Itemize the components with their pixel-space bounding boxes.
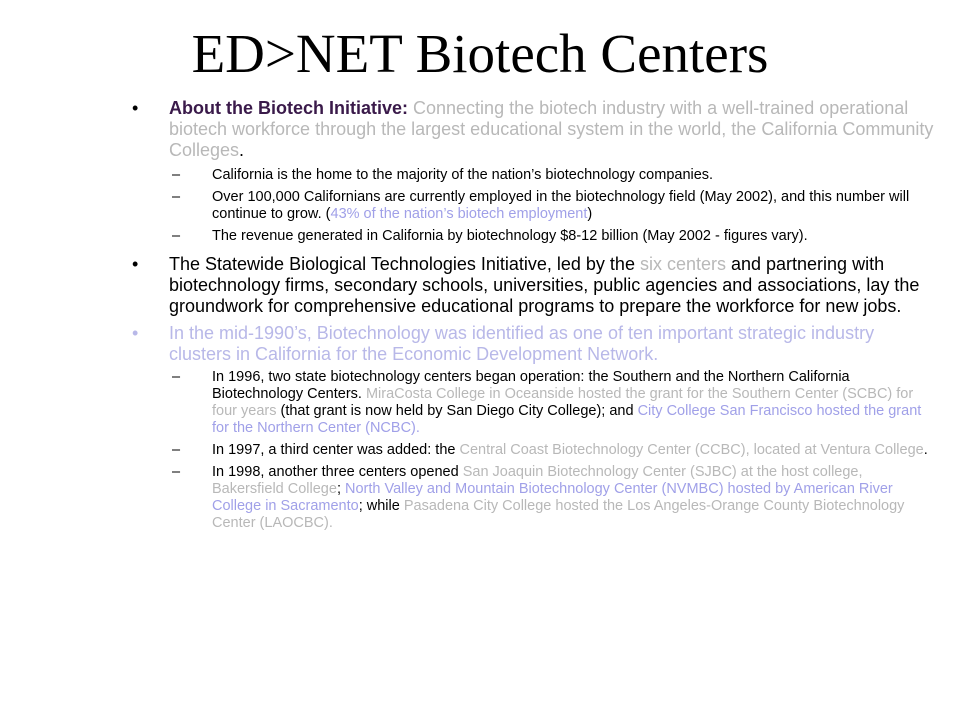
bullet-marker: • [132,254,139,274]
sub-bullet-employment [128,189,938,223]
sub-marker: – [172,464,181,480]
sjbc-link: San Joaquin Biotechnology Center (SJBC) at the host college, Bakersfield College [212,464,863,497]
bullet-marker: • [132,98,139,118]
miracosta-link: MiraCosta College in Oceanside hosted the grant for the Southern Center (SCBC) for four years [212,386,914,419]
bullet-marker: • [132,323,139,343]
slide-body [128,98,938,537]
text-1996-start: In 1996, two state biotechnology centers began operation: the Southern and the Northern California Biotechnology Centers. [212,369,850,402]
statewide-text-start: The Statewide Biological Technologies Initiative, led by the [169,254,640,274]
bullet-text [169,98,933,160]
sub-marker: – [172,369,181,385]
sub-bullet-companies [128,167,938,184]
statewide-text-end: and partnering with biotechnology firms, secondary schools, universities, public agencies and associations, lay the groundwork for comprehensive educational programs to prepare the workforce for new jobs. [169,254,920,316]
sub-text [212,464,904,531]
employment-text: Over 100,000 Californians are currently employed in the biotechnology field (May 2002), and this number will continue to grow. ( [212,189,910,222]
initiative-heading: About the Biotech Initiative: [169,98,409,118]
text-1996-middle: (that grant is now held by San Diego City College); and [276,403,638,419]
ccbc-link: Central Coast Biotechnology Center (CCBC), located at Ventura College [459,442,924,458]
laocbc-link: Pasadena City College hosted the Los Angeles-Orange County Biotechnology Center (LAOCBC). [212,498,905,531]
sub-bullet-1997 [128,442,938,459]
sub-text: California is the home to the majority of the nation’s biotechnology companies. [212,167,714,183]
sub-text [212,369,921,436]
sub-bullet-1998 [128,464,938,532]
employment-close-paren: ) [587,206,593,222]
text-1998-semicolon: ; [336,481,345,497]
initiative-period: . [239,140,245,160]
sub-text: The revenue generated in California by biotechnology $8-12 billion (May 2002 - figures vary). [212,228,808,244]
bullet-biotech-initiative [128,98,938,161]
text-1997-period: . [923,442,928,458]
sub-marker: – [172,189,181,205]
text-1997-start: In 1997, a third center was added: the [212,442,460,458]
sub-marker: – [172,228,181,244]
text-1998-while: ; while [358,498,404,514]
nvmbc-link: North Valley and Mountain Biotechnology Center (NVMBC) hosted by American River College in Sacramento [212,481,893,514]
sub-bullet-1996 [128,369,938,437]
bullet-text [169,254,919,316]
slide-title: ED>NET Biotech Centers [191,23,769,84]
sub-text [212,442,928,458]
sub-marker: – [172,167,181,183]
sub-marker: – [172,442,181,458]
bullet-text: In the mid-1990’s, Biotechnology was identified as one of ten important strategic industry clusters in California for the Economic Development Network. [169,323,875,364]
six-centers-link: six centers [639,254,726,274]
ccsf-link: City College San Francisco hosted the grant for the Northern Center (NCBC). [212,403,922,436]
sub-text [212,189,909,222]
bullet-mid-1990s [128,323,938,365]
bullet-statewide-initiative [128,254,938,317]
sub-bullet-revenue [128,228,938,245]
initiative-description: Connecting the biotech industry with a well-trained operational biotech workforce through the largest educational system in the world, the California Community Colleges [169,98,934,160]
employment-share-link: 43% of the nation’s biotech employment [330,206,588,222]
text-1998-start: In 1998, another three centers opened [212,464,463,480]
